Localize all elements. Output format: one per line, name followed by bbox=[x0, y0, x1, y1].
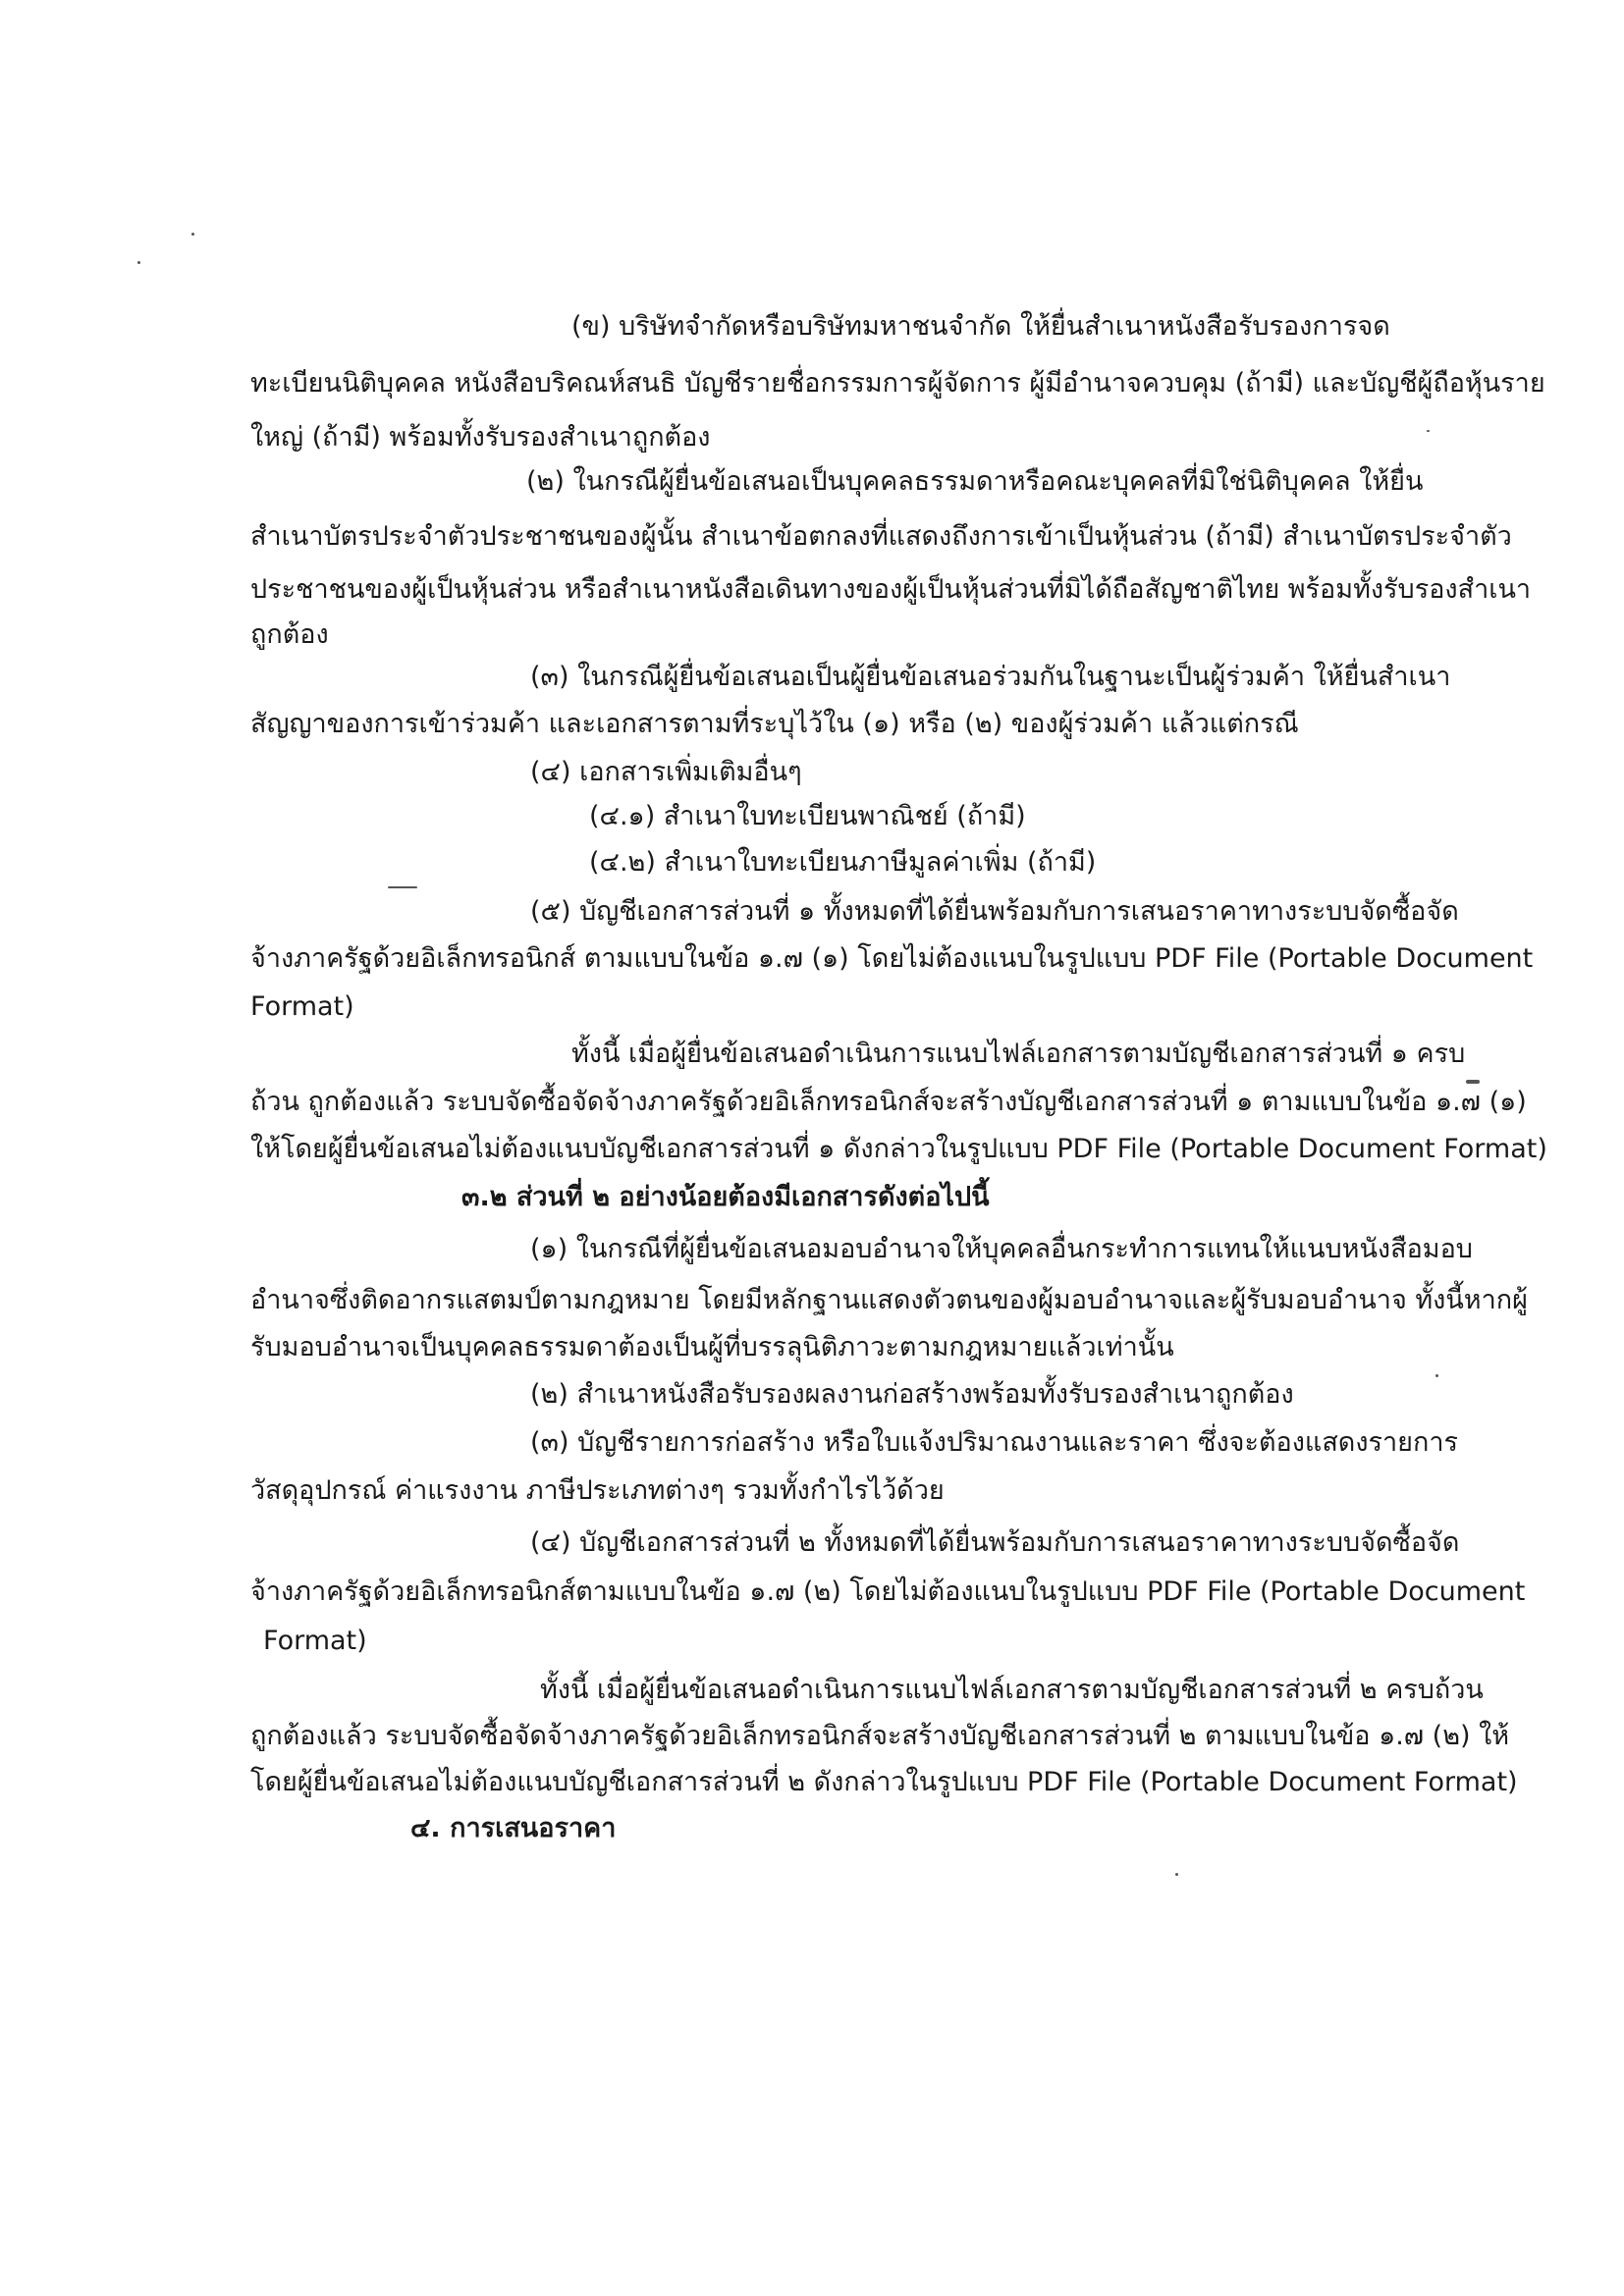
text-line: Format) bbox=[263, 1626, 367, 1656]
text-line: (๒) สำเนาหนังสือรับรองผลงานก่อสร้างพร้อมทั้งรับรองสำเนาถูกต้อง bbox=[530, 1379, 1294, 1410]
text-line: สัญญาของการเข้าร่วมค้า และเอกสารตามที่ระบุไว้ใน (๑) หรือ (๒) ของผู้ร่วมค้า แล้วแต่กรณี bbox=[250, 709, 1299, 739]
text-line: ใหญ่ (ถ้ามี) พร้อมทั้งรับรองสำเนาถูกต้อง bbox=[250, 422, 711, 453]
text-line: (๓) บัญชีรายการก่อสร้าง หรือใบแจ้งปริมาณงานและราคา ซึ่งจะต้องแสดงรายการ bbox=[530, 1427, 1459, 1458]
text-line: Format) bbox=[250, 991, 354, 1022]
text-line: ทั้งนี้ เมื่อผู้ยื่นข้อเสนอดำเนินการแนบไฟล์เอกสารตามบัญชีเอกสารส่วนที่ ๑ ครบ bbox=[571, 1039, 1466, 1069]
text-line: วัสดุอุปกรณ์ ค่าแรงงาน ภาษีประเภทต่างๆ รวมทั้งกำไรไว้ด้วย bbox=[250, 1475, 945, 1506]
text-line: (๔.๒) สำเนาใบทะเบียนภาษีมูลค่าเพิ่ม (ถ้ามี) bbox=[589, 847, 1097, 878]
text-line: (๔.๑) สำเนาใบทะเบียนพาณิชย์ (ถ้ามี) bbox=[589, 801, 1026, 831]
text-line: (ข) บริษัทจำกัดหรือบริษัทมหาชนจำกัด ให้ยื่นสำเนาหนังสือรับรองการจด bbox=[571, 311, 1390, 342]
text-line: จ้างภาครัฐด้วยอิเล็กทรอนิกส์ ตามแบบในข้อ ๑.๗ (๑) โดยไม่ต้องแนบในรูปแบบ PDF File (Portable Document bbox=[250, 943, 1534, 974]
scan-speck bbox=[1466, 1080, 1480, 1084]
text-line: ถูกต้องแล้ว ระบบจัดซื้อจัดจ้างภาครัฐด้วยอิเล็กทรอนิกส์จะสร้างบัญชีเอกสารส่วนที่ ๒ ตามแบบในข้อ ๑.๗ (๒) ให้ bbox=[250, 1721, 1510, 1751]
text-line: ทะเบียนนิติบุคคล หนังสือบริคณห์สนธิ บัญชีรายชื่อกรรมการผู้จัดการ ผู้มีอำนาจควบคุม (ถ้ามี) และบัญชีผู้ถือหุ้นราย bbox=[250, 368, 1545, 399]
scan-speck bbox=[388, 886, 417, 888]
text-line: (๔) เอกสารเพิ่มเติมอื่นๆ bbox=[530, 757, 802, 787]
scan-speck bbox=[137, 261, 140, 264]
text-line: (๓) ในกรณีผู้ยื่นข้อเสนอเป็นผู้ยื่นข้อเสนอร่วมกันในฐานะเป็นผู้ร่วมค้า ให้ยื่นสำเนา bbox=[530, 662, 1451, 692]
text-line: (๑) ในกรณีที่ผู้ยื่นข้อเสนอมอบอำนาจให้บุคคลอื่นกระทำการแทนให้แนบหนังสือมอบ bbox=[530, 1234, 1473, 1264]
text-line: (๒) ในกรณีผู้ยื่นข้อเสนอเป็นบุคคลธรรมดาหรือคณะบุคคลที่มิใช่นิติบุคคล ให้ยื่น bbox=[526, 466, 1424, 497]
section-heading: ๔. การเสนอราคา bbox=[410, 1813, 617, 1843]
text-line: รับมอบอำนาจเป็นบุคคลธรรมดาต้องเป็นผู้ที่บรรลุนิติภาวะตามกฎหมายแล้วเท่านั้น bbox=[250, 1332, 1174, 1362]
text-line: ถ้วน ถูกต้องแล้ว ระบบจัดซื้อจัดจ้างภาครัฐด้วยอิเล็กทรอนิกส์จะสร้างบัญชีเอกสารส่วนที่ ๑ ตามแบบในข้อ ๑.๗ (๑) bbox=[250, 1087, 1527, 1117]
text-line: (๔) บัญชีเอกสารส่วนที่ ๒ ทั้งหมดที่ได้ยื่นพร้อมกับการเสนอราคาทางระบบจัดซื้อจัด bbox=[530, 1527, 1460, 1558]
scan-speck bbox=[1427, 430, 1430, 432]
scan-speck bbox=[1175, 1873, 1178, 1876]
text-line: สำเนาบัตรประจำตัวประชาชนของผู้นั้น สำเนาข้อตกลงที่แสดงถึงการเข้าเป็นหุ้นส่วน (ถ้ามี) สำเนาบัตรประจำตัว bbox=[250, 521, 1512, 552]
text-line: ทั้งนี้ เมื่อผู้ยื่นข้อเสนอดำเนินการแนบไฟล์เอกสารตามบัญชีเอกสารส่วนที่ ๒ ครบถ้วน bbox=[540, 1675, 1484, 1705]
text-line: (๕) บัญชีเอกสารส่วนที่ ๑ ทั้งหมดที่ได้ยื่นพร้อมกับการเสนอราคาทางระบบจัดซื้อจัด bbox=[530, 896, 1459, 927]
section-heading: ๓.๒ ส่วนที่ ๒ อย่างน้อยต้องมีเอกสารดังต่อไปนี้ bbox=[461, 1182, 990, 1212]
text-line: ให้โดยผู้ยื่นข้อเสนอไม่ต้องแนบบัญชีเอกสารส่วนที่ ๑ ดังกล่าวในรูปแบบ PDF File (Portable Document Format) bbox=[250, 1134, 1547, 1164]
scan-speck bbox=[1435, 1374, 1438, 1377]
scan-speck bbox=[191, 233, 194, 236]
text-line: อำนาจซึ่งติดอากรแสตมป์ตามกฎหมาย โดยมีหลักฐานแสดงตัวตนของผู้มอบอำนาจและผู้รับมอบอำนาจ ทั้งนี้หากผู้ bbox=[250, 1285, 1528, 1315]
text-line: ถูกต้อง bbox=[250, 619, 329, 650]
text-line: โดยผู้ยื่นข้อเสนอไม่ต้องแนบบัญชีเอกสารส่วนที่ ๒ ดังกล่าวในรูปแบบ PDF File (Portable Document Format) bbox=[250, 1767, 1518, 1797]
text-line: จ้างภาครัฐด้วยอิเล็กทรอนิกส์ตามแบบในข้อ ๑.๗ (๒) โดยไม่ต้องแนบในรูปแบบ PDF File (Portable Document bbox=[250, 1576, 1526, 1607]
text-line: ประชาชนของผู้เป็นหุ้นส่วน หรือสำเนาหนังสือเดินทางของผู้เป็นหุ้นส่วนที่มิได้ถือสัญชาติไทย พร้อมทั้งรับรองสำเนา bbox=[250, 574, 1532, 605]
